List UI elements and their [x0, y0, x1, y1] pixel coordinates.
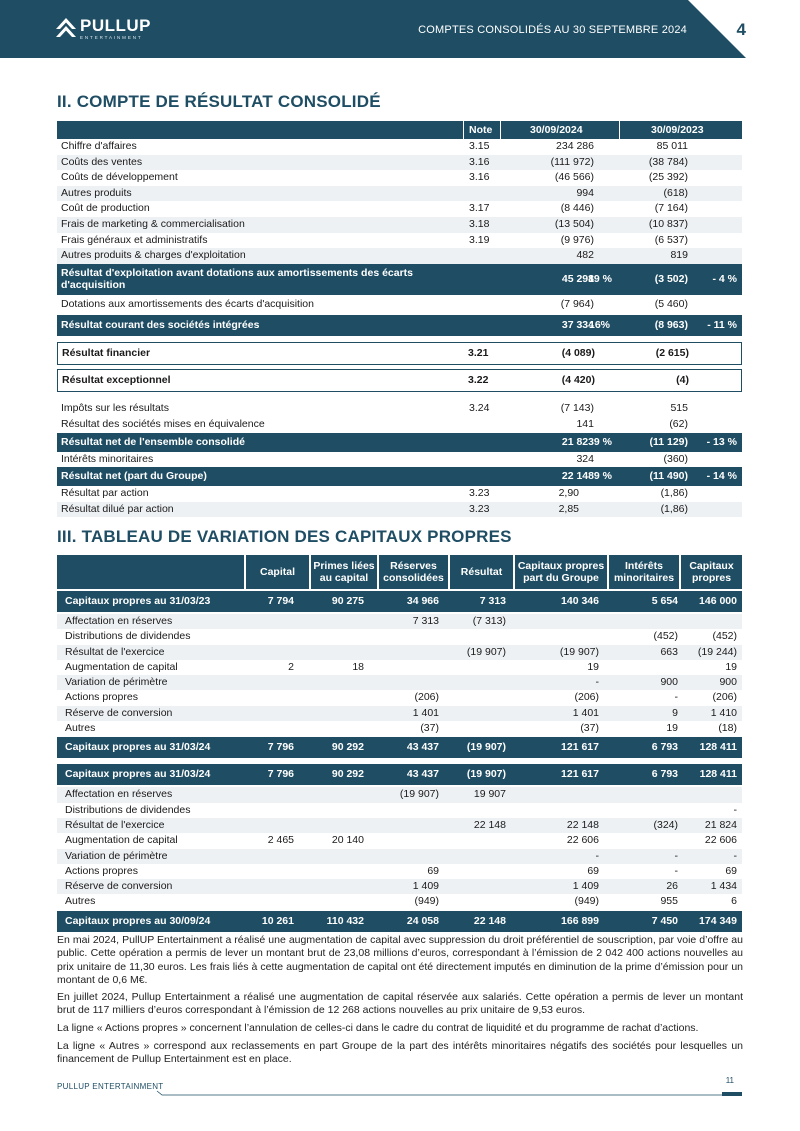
cell-c3: 69: [427, 864, 439, 877]
cell-c2: 90 292: [331, 768, 364, 781]
row-resultat-financier: [57, 342, 742, 365]
logo-name: PULLUP: [80, 16, 151, 35]
cell-c5: 19: [587, 660, 599, 673]
cell-label: Frais de marketing & commercialisation: [61, 217, 245, 230]
cell-c5: -: [595, 676, 599, 689]
cell-c7: 1 410: [710, 706, 737, 719]
exceptionnel-2023: (4): [676, 374, 689, 387]
net-groupe-2024: 22 148: [561, 470, 594, 483]
cell-c5: 140 346: [561, 595, 599, 607]
exceptionnel-2024: (4 420): [561, 374, 595, 387]
table-row: [57, 645, 742, 660]
cell-label: Autres: [65, 722, 96, 735]
courant-2023-pct: - 11 %: [707, 319, 737, 332]
cell-label: Distributions de dividendes: [65, 630, 191, 643]
cell-c7: -: [733, 849, 737, 862]
cell-label: Augmentation de capital: [65, 660, 178, 673]
cell-c2: 110 432: [326, 914, 364, 927]
equity-total-row: [57, 764, 742, 785]
cell-c7: 21 824: [704, 818, 737, 831]
cell-c4: 7 313: [479, 595, 506, 607]
cell-c2: 20 140: [331, 834, 364, 847]
table-row: [57, 803, 742, 818]
exceptionnel-note: 3.22: [468, 374, 489, 387]
net-ensemble-2024-pct: 9 %: [593, 435, 612, 448]
courant-2024-pct: 16%: [588, 319, 610, 332]
ebitda-2023: (3 502): [654, 272, 688, 285]
impots-2024: (7 143): [560, 402, 594, 415]
row-impots: [57, 401, 742, 417]
cell-c7: (18): [718, 722, 737, 735]
table-row: [57, 879, 742, 894]
equity-table: [57, 555, 742, 932]
cell-c5: (37): [580, 722, 599, 735]
cell-v2: (25 392): [648, 171, 688, 184]
cell-v2: 819: [670, 249, 688, 262]
cell-c7: (19 244): [697, 645, 737, 658]
courant-2024: 37 334: [561, 319, 594, 332]
ebitda-2023-pct: - 4 %: [712, 272, 737, 285]
paragraph-augmentation-juillet: En juillet 2024, Pullup Entertainment a réalisé une augmentation de capital réservée aux salariés. Cette opération a permis de lever un montant brut de 117 milliers d’euros correspondant à l’émission de 12 268 actions nouvelles au prix unitaire de 9,53 euros.: [57, 991, 743, 1017]
cell-note: 3.15: [469, 140, 490, 152]
company-logo: [56, 17, 151, 41]
cell-c7: 128 411: [699, 741, 737, 754]
footer-company: PULLUP ENTERTAINMENT: [57, 1082, 164, 1091]
income-statement-table: [57, 121, 742, 517]
cell-label: Distributions de dividendes: [65, 803, 191, 816]
cell-label: Réserve de conversion: [65, 706, 173, 719]
logo-subtitle: ENTERTAINMENT: [80, 35, 143, 40]
cell-c6: 9: [672, 706, 678, 719]
equity-table-header: [57, 555, 742, 589]
cell-note: 3.16: [469, 171, 490, 184]
paragraph-actions-propres: La ligne « Actions propres » concernent l’annulation de celles-ci dans le cadre du contrat de liquidité et du programme de rachat d’actions.: [57, 1022, 699, 1034]
cell-c5: (949): [574, 895, 599, 908]
header-resultat: Résultat: [450, 555, 513, 589]
cell-c7: 19: [725, 660, 737, 673]
header-capital: Capital: [246, 555, 309, 589]
header-reserves: Réserves consolidées: [379, 555, 448, 589]
row-dilue: [57, 502, 742, 518]
cell-c1: 2: [288, 660, 294, 673]
cell-c6: -: [674, 691, 678, 704]
cell-v1: (8 446): [560, 202, 594, 215]
equivalence-2023: (62): [669, 417, 688, 430]
cell-c2: 90 292: [331, 741, 364, 754]
cell-c1: 7 796: [267, 741, 294, 754]
cell-c6: 6 793: [651, 741, 678, 754]
cell-c7: 22 606: [704, 834, 737, 847]
impots-note: 3.24: [469, 402, 490, 415]
par-action-2023: (1,86): [660, 487, 688, 500]
dilue-label: Résultat dilué par action: [61, 502, 174, 515]
dotations-2024: (7 964): [560, 297, 594, 310]
cell-c3: 7 313: [412, 615, 439, 627]
par-action-label: Résultat par action: [61, 487, 149, 500]
table-row: [57, 864, 742, 879]
row-net-groupe: [57, 467, 742, 486]
cell-c4: (19 907): [466, 741, 506, 754]
cell-c4: 22 148: [473, 818, 506, 831]
cell-v1: (111 972): [550, 155, 594, 168]
cell-c7: 900: [719, 676, 737, 689]
cell-c1: 7 794: [267, 595, 294, 607]
cell-c6: -: [674, 864, 678, 877]
cell-note: 3.16: [469, 155, 490, 168]
equivalence-label: Résultat des sociétés mises en équivalence: [61, 417, 265, 430]
cell-v1: 994: [576, 186, 594, 199]
net-groupe-2023-pct: - 14 %: [706, 470, 737, 483]
cell-c4: 22 148: [473, 914, 506, 927]
cell-c3: (19 907): [399, 788, 439, 801]
paragraph-augmentation-mai: En mai 2024, PullUP Entertainment a réalisé une augmentation de capital avec suppression du droit préférentiel de souscription, par voie d’offre au public. Cette opération a permis de lever un montant brut de 23,08 millions d’euros, correspondant à l’émission de 2 042 400 actions nouvelles au prix unitaire de 11,30 euros. Les frais liés à cette augmentation de capital ont été directement imputés en diminution de la prime d’émission pour un montant de 0,6 M€.: [57, 934, 743, 987]
cell-label: Variation de périmètre: [65, 676, 168, 689]
cell-c6: (452): [653, 630, 678, 643]
table-row: [57, 706, 742, 721]
par-action-2024: 2,90: [558, 487, 579, 500]
cell-c7: 6: [731, 895, 737, 908]
net-ensemble-label: Résultat net de l'ensemble consolidé: [61, 435, 245, 448]
cell-c6: 7 450: [651, 914, 678, 927]
dotations-2023: (5 460): [654, 297, 688, 310]
header-date-2023: 30/09/2023: [651, 124, 704, 136]
cell-c3: 43 437: [406, 768, 439, 781]
cell-c5: 1 401: [572, 706, 599, 719]
cell-c3: (206): [414, 691, 439, 704]
cell-label: Affectation en réserves: [65, 615, 173, 627]
cell-label: Actions propres: [65, 691, 138, 704]
cell-c3: 34 966: [406, 595, 439, 607]
table-row: [57, 833, 742, 848]
cell-c1: 2 465: [267, 834, 294, 847]
cell-c6: 26: [666, 880, 678, 893]
cell-v1: (46 566): [554, 171, 594, 184]
dilue-2023: (1,86): [660, 502, 688, 515]
minoritaires-2024: 324: [576, 452, 594, 465]
cell-label: Capitaux propres au 30/09/24: [65, 914, 211, 927]
cell-c7: (206): [712, 691, 737, 704]
cell-v1: (13 504): [554, 217, 594, 230]
row-par-action: [57, 486, 742, 502]
cell-c5: 22 606: [566, 834, 599, 847]
cell-c5: (19 907): [559, 645, 599, 658]
table-row: [57, 155, 742, 171]
cell-note: 3.18: [469, 217, 490, 230]
table-row: [57, 629, 742, 644]
impots-label: Impôts sur les résultats: [61, 402, 169, 415]
net-ensemble-2024: 21 823: [561, 435, 594, 448]
cell-c5: 121 617: [561, 741, 599, 754]
cell-c1: 7 796: [267, 768, 294, 781]
ebitda-label-2: d'acquisition: [61, 278, 126, 291]
cell-label: Autres produits & charges d'exploitation: [61, 249, 246, 262]
cell-label: Coûts des ventes: [61, 155, 143, 168]
cell-note: 3.17: [469, 202, 490, 215]
cell-v2: (6 537): [654, 233, 688, 246]
cell-c7: (452): [712, 630, 737, 643]
cell-c4: (19 907): [466, 645, 506, 658]
cell-c5: 1 409: [572, 880, 599, 893]
table-row: [57, 660, 742, 675]
equity-total-row: [57, 591, 742, 612]
cell-v1: 482: [576, 249, 594, 262]
cell-c3: 1 401: [412, 706, 439, 719]
table-row: [57, 675, 742, 690]
row-equivalence: [57, 417, 742, 433]
cell-c7: 174 349: [699, 914, 737, 927]
row-resultat-courant: [57, 315, 742, 336]
cell-note: 3.19: [469, 233, 490, 246]
cell-c7: 1 434: [710, 880, 737, 893]
ebitda-label-1: Résultat d'exploitation avant dotations aux amortissements des écarts: [61, 266, 414, 279]
cell-c2: 18: [352, 660, 364, 673]
header-note: Note: [469, 124, 493, 136]
dilue-note: 3.23: [469, 502, 490, 515]
cell-label: Coût de production: [61, 202, 150, 215]
table-row: [57, 139, 742, 155]
table-row: [57, 248, 742, 264]
cell-c3: 1 409: [412, 880, 439, 893]
cell-label: Augmentation de capital: [65, 834, 178, 847]
financier-2024: (4 089): [561, 347, 595, 360]
cell-label: Variation de périmètre: [65, 849, 168, 862]
cell-c4: (7 313): [472, 615, 506, 627]
cell-c2: 90 275: [331, 595, 364, 607]
table-row: [57, 787, 742, 802]
row-resultat-exceptionnel: [57, 369, 742, 392]
row-net-ensemble: [57, 433, 742, 452]
section-title-capitaux-propres: III. TABLEAU DE VARIATION DES CAPITAUX PROPRES: [57, 527, 512, 546]
net-ensemble-2023-pct: - 13 %: [706, 435, 737, 448]
par-action-note: 3.23: [469, 487, 490, 500]
courant-2023: (8 963): [654, 319, 688, 332]
section-number: 4: [736, 20, 746, 39]
cell-c1: 10 261: [261, 914, 294, 927]
cell-c6: -: [674, 849, 678, 862]
net-groupe-2023: (11 490): [649, 470, 688, 483]
row-ebitda: [57, 264, 742, 295]
table-row: [57, 170, 742, 186]
header-date-2024: 30/09/2024: [530, 124, 583, 136]
equity-total-row: [57, 911, 742, 932]
table-row: [57, 721, 742, 736]
cell-label: Frais généraux et administratifs: [61, 233, 208, 246]
equivalence-2024: 141: [576, 417, 594, 430]
row-dotations: [57, 297, 742, 313]
cell-label: Capitaux propres au 31/03/24: [65, 768, 211, 781]
cell-c7: 128 411: [699, 768, 737, 781]
cell-label: Actions propres: [65, 864, 138, 877]
cell-c6: 19: [666, 722, 678, 735]
footer-page-number: 11: [725, 1076, 734, 1085]
ebitda-2024: 45 298: [561, 272, 594, 285]
cell-c7: 69: [725, 864, 737, 877]
courant-label: Résultat courant des sociétés intégrées: [61, 319, 260, 332]
header-cp-groupe: Capitaux propres part du Groupe: [515, 555, 607, 589]
cell-label: Capitaux propres au 31/03/24: [65, 741, 211, 754]
minoritaires-2023: (360): [663, 452, 688, 465]
cell-label: Résultat de l'exercice: [65, 645, 165, 658]
cell-c3: (37): [420, 722, 439, 735]
cell-label: Résultat de l'exercice: [65, 818, 165, 831]
table-row: [57, 614, 742, 629]
cell-c6: 6 793: [651, 768, 678, 781]
cell-label: Réserve de conversion: [65, 880, 173, 893]
cell-c6: 5 654: [651, 595, 678, 607]
header-minoritaires: Intérêts minoritaires: [609, 555, 679, 589]
net-ensemble-2023: (11 129): [649, 435, 688, 448]
cell-c6: (324): [653, 818, 678, 831]
cell-label: Chiffre d'affaires: [61, 140, 137, 152]
dotations-label: Dotations aux amortissements des écarts d'acquisition: [61, 297, 314, 310]
cell-c5: (206): [574, 691, 599, 704]
cell-c7: 146 000: [699, 595, 737, 607]
header-total: Capitaux propres: [681, 555, 742, 589]
financier-label: Résultat financier: [62, 347, 151, 360]
net-groupe-label: Résultat net (part du Groupe): [61, 470, 207, 483]
cell-c5: -: [595, 849, 599, 862]
financier-note: 3.21: [468, 347, 489, 360]
exceptionnel-label: Résultat exceptionnel: [62, 374, 171, 387]
minoritaires-label: Intérêts minoritaires: [61, 452, 154, 465]
cell-c7: -: [733, 803, 737, 816]
paragraph-autres: La ligne « Autres » correspond aux reclassements en part Groupe de la part des intérêts minoritaires négatifs des sociétés pour lesquelles un financement de Pullup Entertainment est en place.: [57, 1040, 743, 1066]
cell-c3: 24 058: [406, 914, 439, 927]
financier-2023: (2 615): [655, 347, 689, 360]
table-row: [57, 217, 742, 233]
cell-v2: (7 164): [654, 202, 688, 215]
cell-v2: (10 837): [648, 217, 688, 230]
cell-label: Coûts de développement: [61, 171, 178, 184]
header-primes: Primes liées au capital: [311, 555, 377, 589]
table-row: [57, 818, 742, 833]
net-groupe-2024-pct: 9 %: [593, 470, 612, 483]
cell-v1: 234 286: [556, 140, 594, 152]
cell-c5: 69: [587, 864, 599, 877]
cell-c5: 22 148: [566, 818, 599, 831]
dilue-2024: 2,85: [558, 502, 579, 515]
table-row: [57, 894, 742, 909]
cell-c5: 121 617: [561, 768, 599, 781]
cell-c5: 166 899: [561, 914, 599, 927]
cell-v2: (618): [663, 186, 688, 199]
cell-c4: 19 907: [473, 788, 506, 801]
row-minoritaires: [57, 452, 742, 468]
table-header: [57, 121, 742, 139]
table-row: [57, 690, 742, 705]
impots-2023: 515: [670, 402, 688, 415]
cell-v2: 85 011: [656, 140, 688, 152]
cell-c4: (19 907): [466, 768, 506, 781]
pullup-logo-icon: [56, 17, 76, 37]
cell-v1: (9 976): [560, 233, 594, 246]
ebitda-2024-pct: 19 %: [588, 272, 612, 285]
cell-c3: (949): [414, 895, 439, 908]
table-row: [57, 233, 742, 249]
cell-label: Capitaux propres au 31/03/23: [65, 595, 211, 607]
document-title: COMPTES CONSOLIDÉS AU 30 SEPTEMBRE 2024: [418, 24, 687, 36]
table-row: [57, 186, 742, 202]
section-title-compte-resultat: II. COMPTE DE RÉSULTAT CONSOLIDÉ: [57, 92, 381, 111]
cell-label: Autres produits: [61, 186, 132, 199]
cell-label: Autres: [65, 895, 96, 908]
cell-c3: 43 437: [406, 741, 439, 754]
cell-c6: 900: [660, 676, 678, 689]
cell-c6: 955: [660, 895, 678, 908]
cell-c6: 663: [660, 645, 678, 658]
table-row: [57, 201, 742, 217]
table-row: [57, 849, 742, 864]
page-header: [0, 0, 800, 58]
cell-label: Affectation en réserves: [65, 788, 173, 801]
cell-v2: (38 784): [648, 155, 688, 168]
equity-total-row: [57, 737, 742, 758]
